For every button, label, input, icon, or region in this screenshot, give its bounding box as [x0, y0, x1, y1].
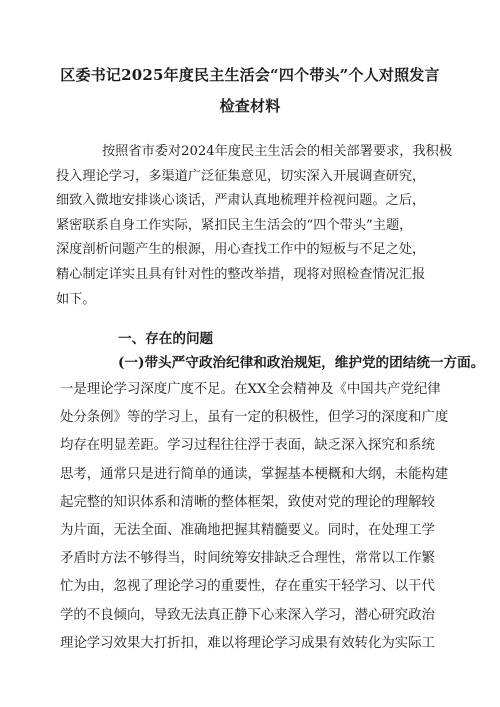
body-line: 理论学习效果大打折扣，难以将理论学习成果有效转化为实际工 [60, 635, 435, 651]
body-line: 处分条例》等的学习上，虽有一定的积极性，但学习的深度和广度 [60, 410, 449, 426]
body-line: 矛盾时方法不够得当，时间统筹安排缺乏合理性，常常以工作繁 [60, 551, 435, 567]
document-title-continued: 检查材料 [219, 97, 281, 115]
intro-line: 按照省市委对2024年度民主生活会的相关部署要求，我积极 [102, 144, 453, 159]
intro-line: 如下。 [56, 291, 96, 307]
intro-line: 紧密联系自身工作实际，紧扣民主生活会的“四个带头”主题， [56, 217, 413, 233]
section-heading: 一、存在的问题 [118, 331, 214, 347]
body-line: 一是理论学习深度广度不足。在XX全会精神及《中国共产党纪律 [60, 382, 441, 397]
document-title: 区委书记2025年度民主生活会“四个带头”个人对照发言 [60, 66, 440, 84]
body-line: 均存在明显差距。学习过程往往浮于表面，缺乏深入探究和系统 [60, 438, 435, 454]
body-line: 为片面，无法全面、准确地把握其精髓要义。同时，在处理工学 [60, 522, 435, 538]
intro-line: 精心制定详实且具有针对性的整改举措，现将对照检查情况汇报 [56, 266, 426, 282]
subsection-heading: (一)带头严守政治纪律和政治规矩，维护党的团结统一方面。 [118, 355, 485, 371]
intro-paragraph [56, 140, 453, 312]
body-line: 思考，通常只是进行简单的通读，掌握基本梗概和大纲，未能构建 [60, 466, 449, 482]
body-line: 起完整的知识体系和清晰的整体框架，致使对党的理论的理解较 [60, 494, 435, 510]
intro-line: 深度剖析问题产生的根源，用心查找工作中的短板与不足之处， [56, 242, 426, 258]
intro-line: 投入理论学习，多渠道广泛征集意见，切实深入开展调查研究， [56, 168, 426, 184]
body-paragraph [60, 376, 456, 658]
intro-line: 细致入微地安排谈心谈话，严肃认真地梳理并检视问题。之后， [56, 193, 426, 209]
body-line: 忙为由，忽视了理论学习的重要性，存在重实干轻学习、以干代 [60, 579, 435, 595]
body-line: 学的不良倾向，导致无法真正静下心来深入学习，潜心研究政治 [60, 607, 435, 623]
